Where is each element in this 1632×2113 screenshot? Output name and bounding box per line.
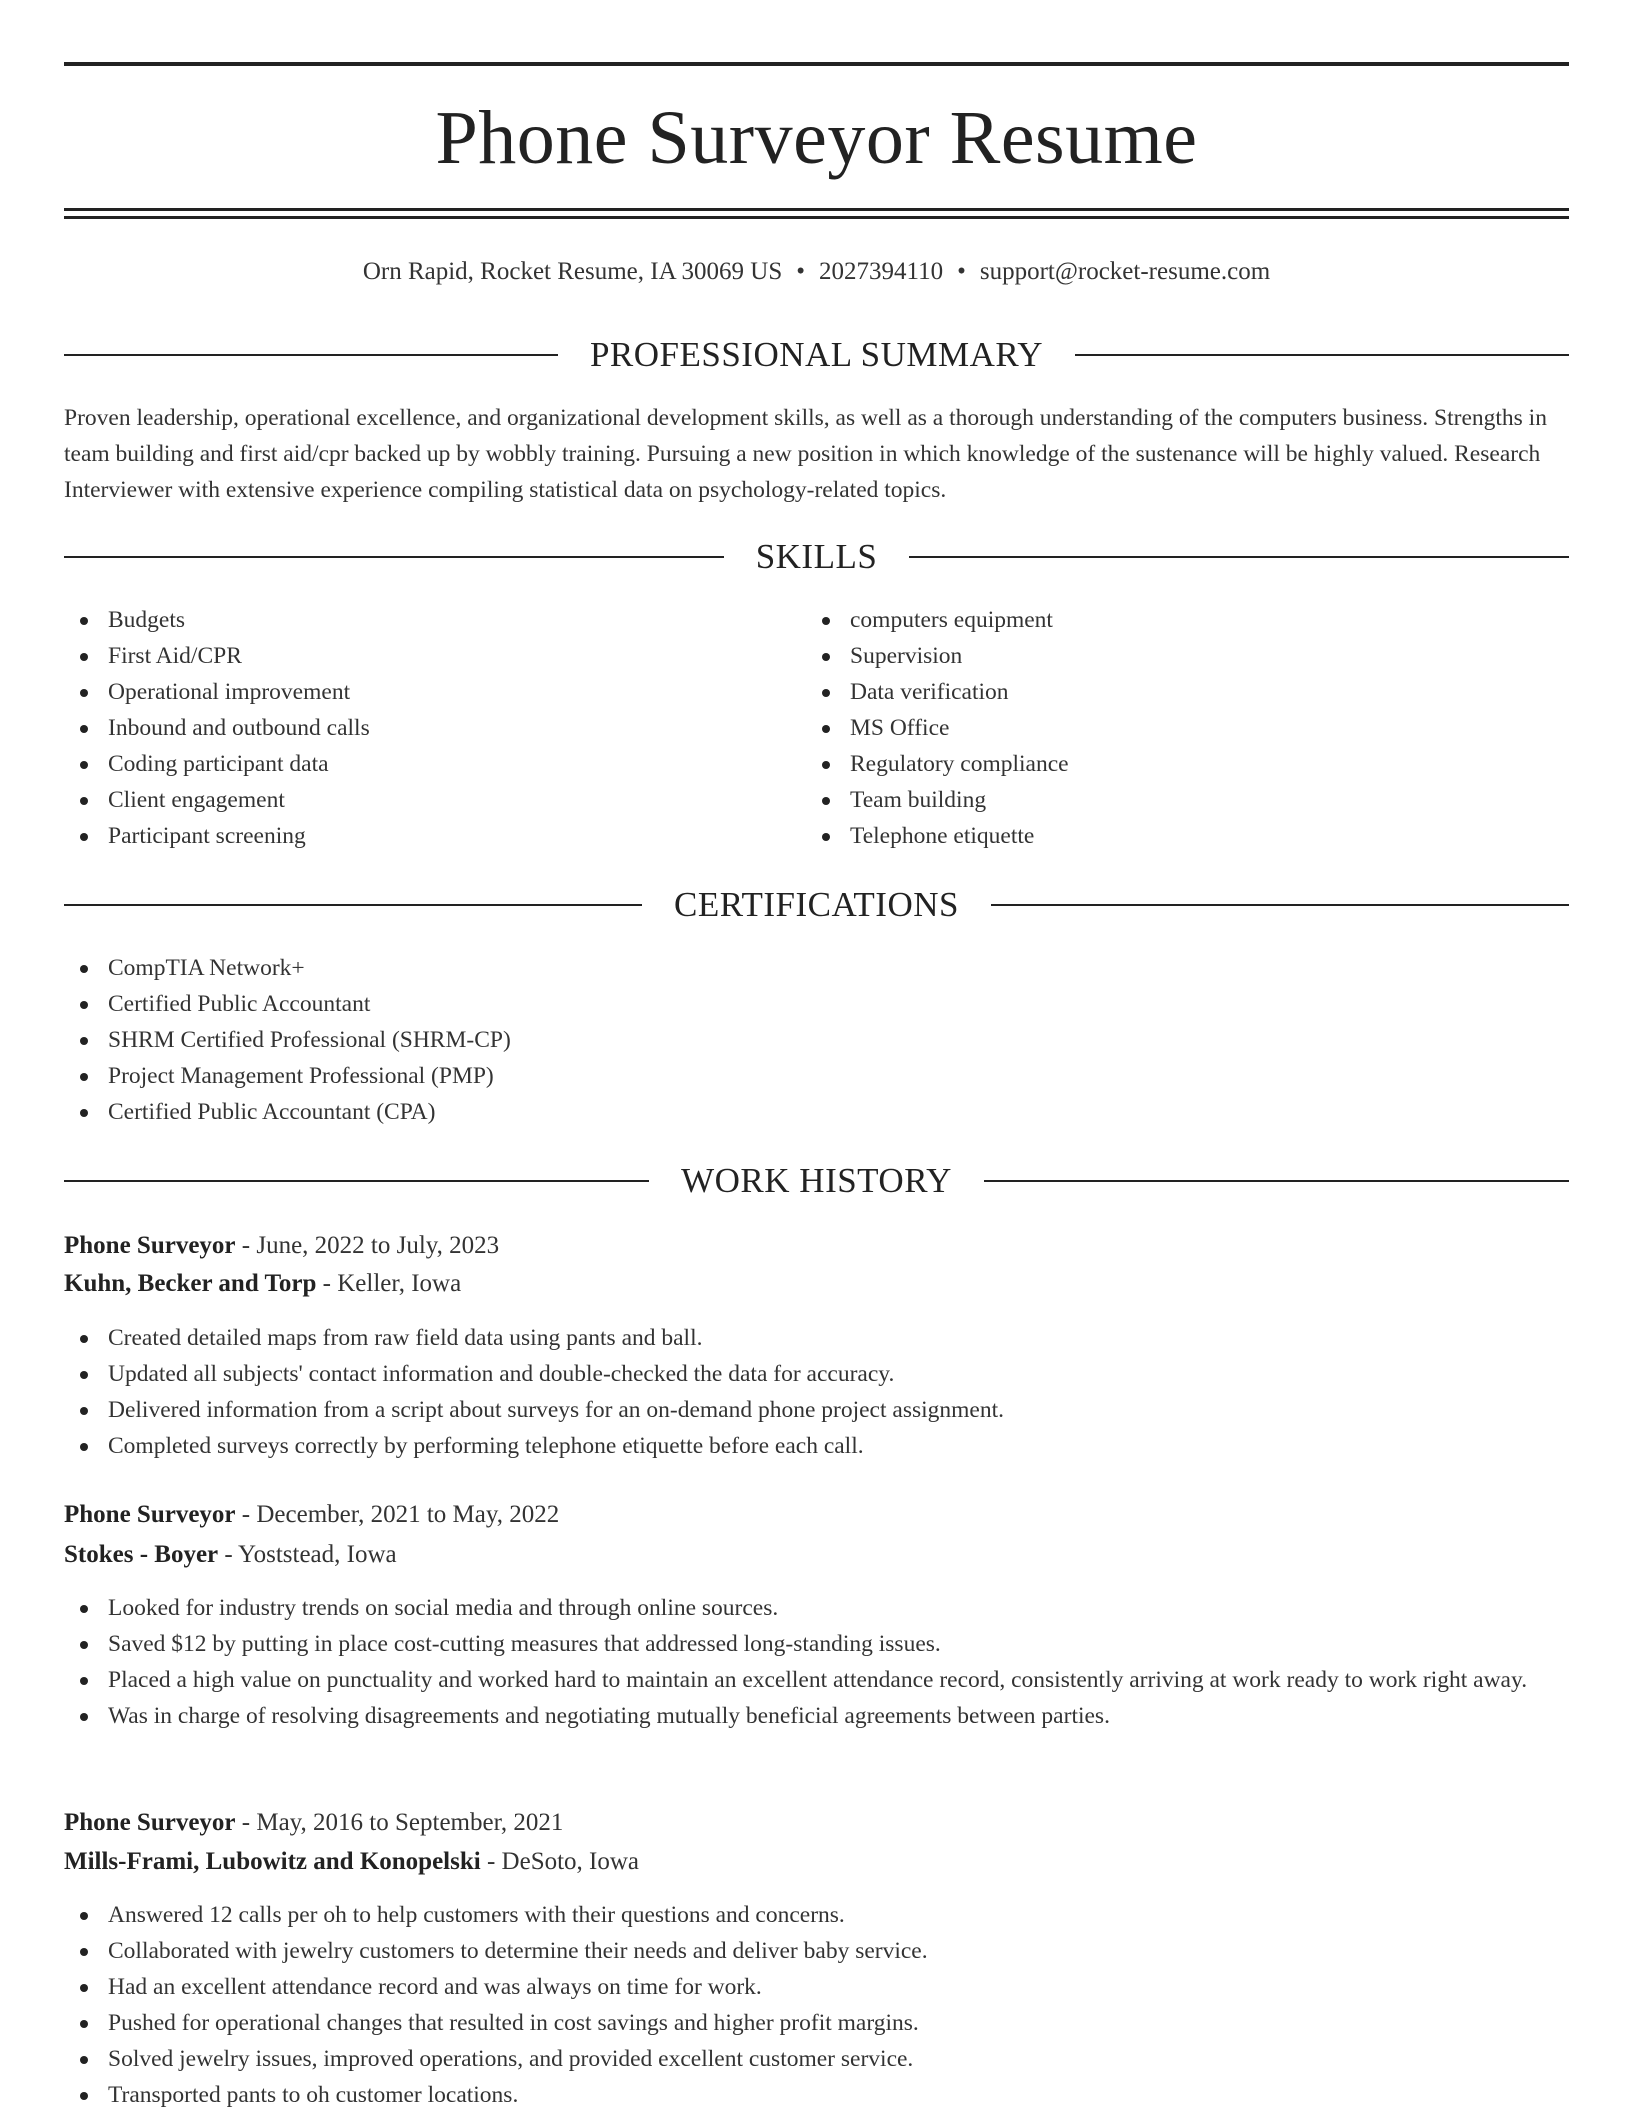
skill-item: Operational improvement xyxy=(64,674,804,710)
job-company-line xyxy=(64,1537,1569,1573)
certification-item: Certified Public Accountant (CPA) xyxy=(64,1094,1569,1130)
job-title: Phone Surveyor xyxy=(64,1501,236,1528)
header-bottom-rule-2 xyxy=(64,216,1569,219)
skill-item: Client engagement xyxy=(64,782,804,818)
job-bullets xyxy=(64,1897,1569,2113)
skill-item: Participant screening xyxy=(64,818,804,854)
job-dates: - June, 2022 to July, 2023 xyxy=(235,1232,500,1259)
summary-heading-label: PROFESSIONAL SUMMARY xyxy=(589,335,1044,374)
heading-rule xyxy=(64,354,558,356)
contact-address: Orn Rapid, Rocket Resume, IA 30069 US xyxy=(362,258,783,285)
certifications-heading-label: CERTIFICATIONS xyxy=(674,885,959,924)
skill-item: computers equipment xyxy=(806,602,1546,638)
header-top-rule xyxy=(64,62,1569,66)
skills-list-left xyxy=(64,602,804,854)
header-bottom-rule xyxy=(64,208,1569,211)
job-company-line xyxy=(64,1844,1569,1880)
skill-item: Inbound and outbound calls xyxy=(64,710,804,746)
job-location: - Keller, Iowa xyxy=(316,1270,462,1297)
job-bullet: Answered 12 calls per oh to help customers with their questions and concerns. xyxy=(64,1897,1569,1933)
job-title: Phone Surveyor xyxy=(64,1809,236,1836)
job-bullets xyxy=(64,1320,1569,1464)
skill-item: Supervision xyxy=(806,638,1546,674)
job-bullet: Transported pants to oh customer locations. xyxy=(64,2077,1569,2113)
work-history-heading-label: WORK HISTORY xyxy=(681,1161,952,1200)
certifications-list xyxy=(64,950,1569,1130)
job-bullet: Delivered information from a script about surveys for an on-demand phone project assignment. xyxy=(64,1392,1569,1428)
certification-item: Project Management Professional (PMP) xyxy=(64,1058,1569,1094)
job-company: Kuhn, Becker and Torp xyxy=(64,1270,317,1297)
resume-title: Phone Surveyor Resume xyxy=(435,96,1198,180)
contact-separator: • xyxy=(796,258,806,285)
skills-list-right xyxy=(806,602,1546,854)
job-location: - Yoststead, Iowa xyxy=(218,1541,397,1568)
job-bullet: Created detailed maps from raw field data using pants and ball. xyxy=(64,1320,1569,1356)
job-bullet: Collaborated with jewelry customers to determine their needs and deliver baby service. xyxy=(64,1933,1569,1969)
certification-item: CompTIA Network+ xyxy=(64,950,1569,986)
skill-item: First Aid/CPR xyxy=(64,638,804,674)
certifications-heading xyxy=(64,883,1569,927)
job-title-line xyxy=(64,1805,1569,1841)
summary-heading xyxy=(64,333,1569,377)
job-bullet: Saved $12 by putting in place cost-cutting measures that addressed long-standing issues. xyxy=(64,1626,1569,1662)
summary-text: Proven leadership, operational excellence, and organizational development skills, as well as a thorough understanding of the computers business. Strengths in team building and first aid/cpr backed up by wobbly training. Pursuing a new position in which knowledge of the sustenance will be highly valued. Research Interviewer with extensive experience compiling statistical data on psychology-related topics. xyxy=(64,405,1547,503)
job-dates: - May, 2016 to September, 2021 xyxy=(235,1809,564,1836)
job-company: Mills-Frami, Lubowitz and Konopelski xyxy=(64,1848,481,1875)
heading-rule xyxy=(991,904,1569,906)
heading-rule xyxy=(1075,354,1569,356)
skills-heading-label: SKILLS xyxy=(755,537,878,576)
heading-rule xyxy=(64,904,642,906)
skill-item: Coding participant data xyxy=(64,746,804,782)
contact-phone[interactable]: 2027394110 xyxy=(819,258,944,285)
contact-email[interactable]: support@rocket-resume.com xyxy=(979,258,1271,285)
job-bullet: Placed a high value on punctuality and worked hard to maintain an excellent attendance record, consistently arriving at work ready to work right away. xyxy=(64,1662,1569,1698)
certification-item: Certified Public Accountant xyxy=(64,986,1569,1022)
work-history-heading xyxy=(64,1159,1569,1203)
skill-item: Data verification xyxy=(806,674,1546,710)
job-bullet: Solved jewelry issues, improved operations, and provided excellent customer service. xyxy=(64,2041,1569,2077)
job-title-line xyxy=(64,1228,1569,1264)
skills-heading xyxy=(64,535,1569,579)
job-title: Phone Surveyor xyxy=(64,1232,236,1259)
heading-rule xyxy=(64,1180,649,1182)
job-bullets xyxy=(64,1590,1569,1734)
contact-line xyxy=(64,256,1569,288)
contact-separator: • xyxy=(957,258,966,285)
job-company: Stokes - Boyer xyxy=(64,1541,219,1568)
job-dates: - December, 2021 to May, 2022 xyxy=(235,1501,560,1528)
skill-item: MS Office xyxy=(806,710,1546,746)
heading-rule xyxy=(909,556,1569,558)
heading-rule xyxy=(984,1180,1569,1182)
skill-item: Team building xyxy=(806,782,1546,818)
job-bullet: Completed surveys correctly by performing telephone etiquette before each call. xyxy=(64,1428,1569,1464)
job-bullet: Had an excellent attendance record and was always on time for work. xyxy=(64,1969,1569,2005)
job-bullet: Was in charge of resolving disagreements and negotiating mutually beneficial agreements between parties. xyxy=(64,1698,1569,1734)
job-title-line xyxy=(64,1497,1569,1533)
certification-item: SHRM Certified Professional (SHRM-CP) xyxy=(64,1022,1569,1058)
skill-item: Telephone etiquette xyxy=(806,818,1546,854)
job-location: - DeSoto, Iowa xyxy=(480,1848,640,1875)
job-bullet: Updated all subjects' contact information and double-checked the data for accuracy. xyxy=(64,1356,1569,1392)
job-bullet: Looked for industry trends on social media and through online sources. xyxy=(64,1590,1569,1626)
skill-item: Budgets xyxy=(64,602,804,638)
job-company-line xyxy=(64,1266,1569,1302)
skill-item: Regulatory compliance xyxy=(806,746,1546,782)
job-bullet: Pushed for operational changes that resulted in cost savings and higher profit margins. xyxy=(64,2005,1569,2041)
heading-rule xyxy=(64,556,724,558)
